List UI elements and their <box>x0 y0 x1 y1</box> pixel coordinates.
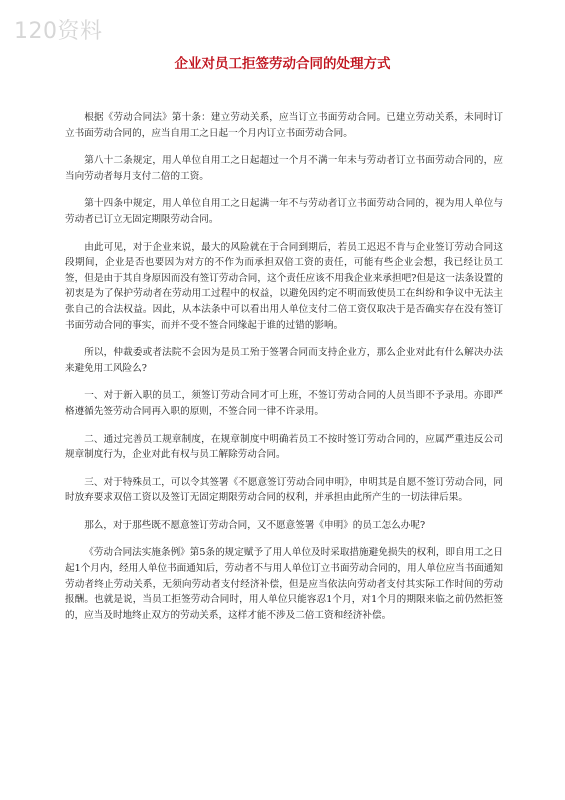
paragraph: 根据《劳动合同法》第十条：建立劳动关系，应当订立书面劳动合同。已建立劳动关系，未同时订立书面劳动合同的，应当自用工之日起一个月内订立书面劳动合同。 <box>65 112 503 139</box>
paragraph: 二、通过完善员工规章制度，在规章制度中明确若员工不按时签订劳动合同的，应属严重违反公司规章制度行为，企业对此有权与员工解除劳动合同。 <box>65 433 503 461</box>
paragraph: 《劳动合同法实施条例》第5条的规定赋予了用人单位及时采取措施避免损失的权利，即自用工之日起1个月内，经用人单位书面通知后，劳动者不与用人单位订立书面劳动合同的，用人单位应当书面通知劳动者终止劳动关系，无须向劳动者支付经济补偿，但是应当依法向劳动者支付其实际工作时间的劳动报酬。也就是说，当员工拒签劳动合同时，用人单位只能容忍1个月，对1个月的期限来临之前仍然拒签的，应当及时地终止双方的劳动关系，这样才能不涉及二倍工资和经济补偿。 <box>65 547 503 621</box>
paragraph: 第八十二条规定，用人单位自用工之日起超过一个月不满一年未与劳动者订立书面劳动合同的，应当向劳动者每月支付二倍的工资。 <box>65 155 503 182</box>
paragraph: 第十四条中规定，用人单位自用工之日起满一年不与劳动者订立书面劳动合同的，视为用人单位与劳动者已订立无固定期限劳动合同。 <box>65 198 503 225</box>
paragraph: 由此可见，对于企业来说，最大的风险就在于合同到期后，若员工迟迟不肯与企业签订劳动合同这段期间，企业是否也要因为对方的不作为而承担双倍工资的责任，可能有些企业会想，我已经让员工签，但是由于其自身原因而没有签订劳动合同，这个责任应该不用我企业来承担吧?但是这一法条设置的初衷是为了保护劳动者在劳动用工过程中的权益，以避免因约定不明而致使员工在纠纷和争议中无法主张自己的合法权益。因此，从本法条中可以看出用人单位支付二倍工资仅取决于是否确实存在没有签订书面劳动合同的事实，而并不受不签合同缘起于谁的过错的影响。 <box>65 241 503 331</box>
document-body <box>65 110 503 635</box>
paragraph: 一、对于新入职的员工，须签订劳动合同才可上班，不签订劳动合同的人员当即不予录用。亦即严格遵循先签劳动合同再入职的原则，不签合同一律不许录用。 <box>65 390 503 417</box>
paragraph: 那么，对于那些既不愿意签订劳动合同，又不愿意签署《申明》的员工怎么办呢? <box>84 519 426 531</box>
document-title: 企业对员工拒签劳动合同的处理方式 <box>174 56 391 72</box>
paragraph: 三、对于特殊员工，可以令其签署《不愿意签订劳动合同申明》，申明其是自愿不签订劳动合同，同时放弃要求双倍工资以及签订无固定期限劳动合同的权利，并承担由此所产生的一切法律后果。 <box>65 476 503 504</box>
paragraph: 所以，仲裁委或者法院不会因为是员工殆于签署合同而支持企业方，那么企业对此有什么解决办法来避免用工风险么? <box>65 347 503 374</box>
watermark-logo: 120资料 <box>14 19 103 44</box>
